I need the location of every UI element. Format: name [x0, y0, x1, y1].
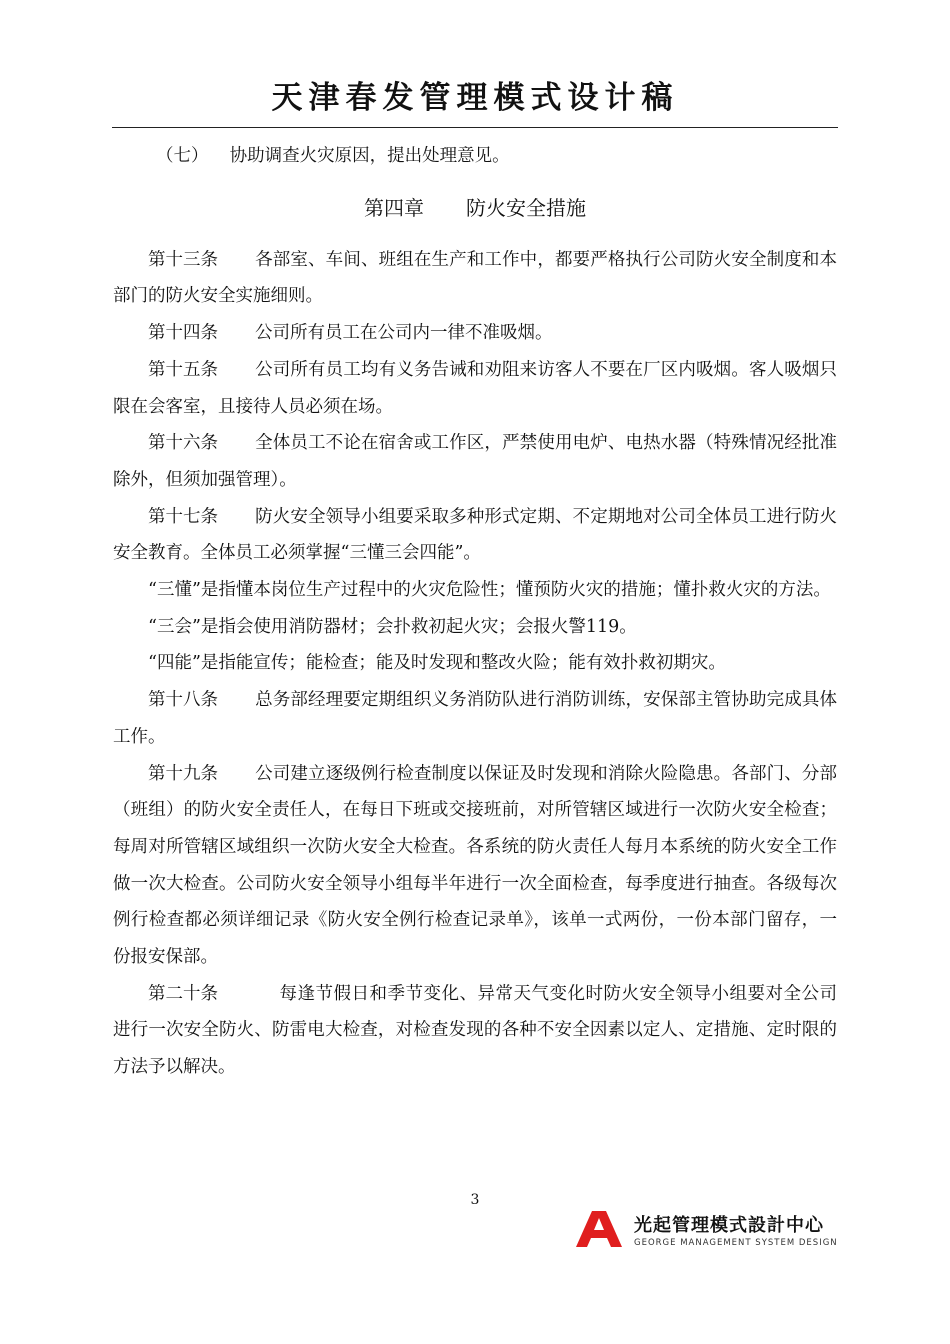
- article-label: 第二十条: [148, 983, 218, 1004]
- definition-sineng: “四能”是指能宣传；能检查；能及时发现和整改火险；能有效扑救初期灾。: [148, 653, 726, 674]
- list-item-7: [113, 138, 837, 175]
- article-text: 每逢节假日和季节变化、异常天气变化时防火安全领导小组要对全公司进行一次安全防火、防雷电大检查，对检查发现的各种不安全因素以定人、定措施、定时限的方法予以解决。: [113, 983, 837, 1078]
- article-17: [113, 499, 837, 572]
- article-14: [113, 315, 837, 352]
- article-text: 各部室、车间、班组在生产和工作中，都要严格执行公司防火安全制度和本部门的防火安全实施细则。: [113, 249, 837, 307]
- logo-chinese-text: 光起管理模式設計中心: [634, 1215, 824, 1236]
- chapter-number: 第四章: [364, 195, 424, 220]
- article-label: 第十八条: [148, 690, 218, 711]
- article-text: 公司所有员工均有义务告诫和劝阻来访客人不要在厂区内吸烟。客人吸烟只限在会客室，且接待人员必须在场。: [113, 359, 837, 417]
- page-number: 3: [470, 1192, 480, 1208]
- article-label: 第十七条: [148, 506, 218, 527]
- item-text: 协助调查火灾原因，提出处理意见。: [229, 146, 510, 166]
- article-label: 第十三条: [148, 249, 218, 270]
- article-label: 第十六条: [148, 433, 218, 454]
- article-text: 全体员工不论在宿舍或工作区，严禁使用电炉、电热水器（特殊情况经批准除外，但须加强管理）。: [113, 433, 837, 490]
- article-text: 公司建立逐级例行检查制度以保证及时发现和消除火险隐患。各部门、分部（班组）的防火安全责任人，在每日下班或交接班前，对所管辖区域进行一次防火安全检查；每周对所管辖区域组织一次防火安全大检查。各系统的防火责任人每月本系统的防火安全工作做一次大检查。公司防火安全领导小组每半年进行一次全面检查，每季度进行抽查。各级每次例行检查都必须详细记录《防火安全例行检查记录单》，该单一式两份，一份本部门留存，一份报安保部。: [113, 763, 837, 968]
- logo-a-icon: [574, 1209, 624, 1249]
- document-body: [113, 138, 837, 1086]
- company-logo: [574, 1209, 838, 1253]
- article-label: 第十九条: [148, 763, 218, 784]
- article-20: [113, 976, 837, 1086]
- chapter-heading: [113, 190, 837, 226]
- article-text: 防火安全领导小组要采取多种形式定期、不定期地对公司全体员工进行防火安全教育。全体员工必须掌握“三懂三会四能”。: [113, 506, 837, 564]
- chapter-title: 防火安全措施: [466, 195, 586, 220]
- header-divider: [112, 127, 838, 128]
- article-label: 第十四条: [148, 323, 218, 344]
- article-label: 第十五条: [148, 359, 218, 380]
- article-text: 公司所有员工在公司内一律不准吸烟。: [255, 323, 553, 344]
- article-13: [113, 242, 837, 315]
- article-16: [113, 425, 837, 498]
- definition-sandong: “三懂”是指懂本岗位生产过程中的火灾危险性；懂预防火灾的措施；懂扑救火灾的方法。: [148, 580, 831, 601]
- document-header-title: 天津春发管理模式设计稿: [271, 80, 679, 116]
- definition-sanhui: “三会”是指会使用消防器材；会扑救初起火灾；会报火警119。: [148, 616, 637, 637]
- article-18: [113, 682, 837, 755]
- article-15: [113, 352, 837, 425]
- article-19: [113, 756, 837, 976]
- logo-english-text: GEORGE MANAGEMENT SYSTEM DESIGN: [634, 1238, 838, 1248]
- item-label: （七）: [156, 146, 209, 166]
- article-text: 总务部经理要定期组织义务消防队进行消防训练，安保部主管协助完成具体工作。: [113, 690, 837, 747]
